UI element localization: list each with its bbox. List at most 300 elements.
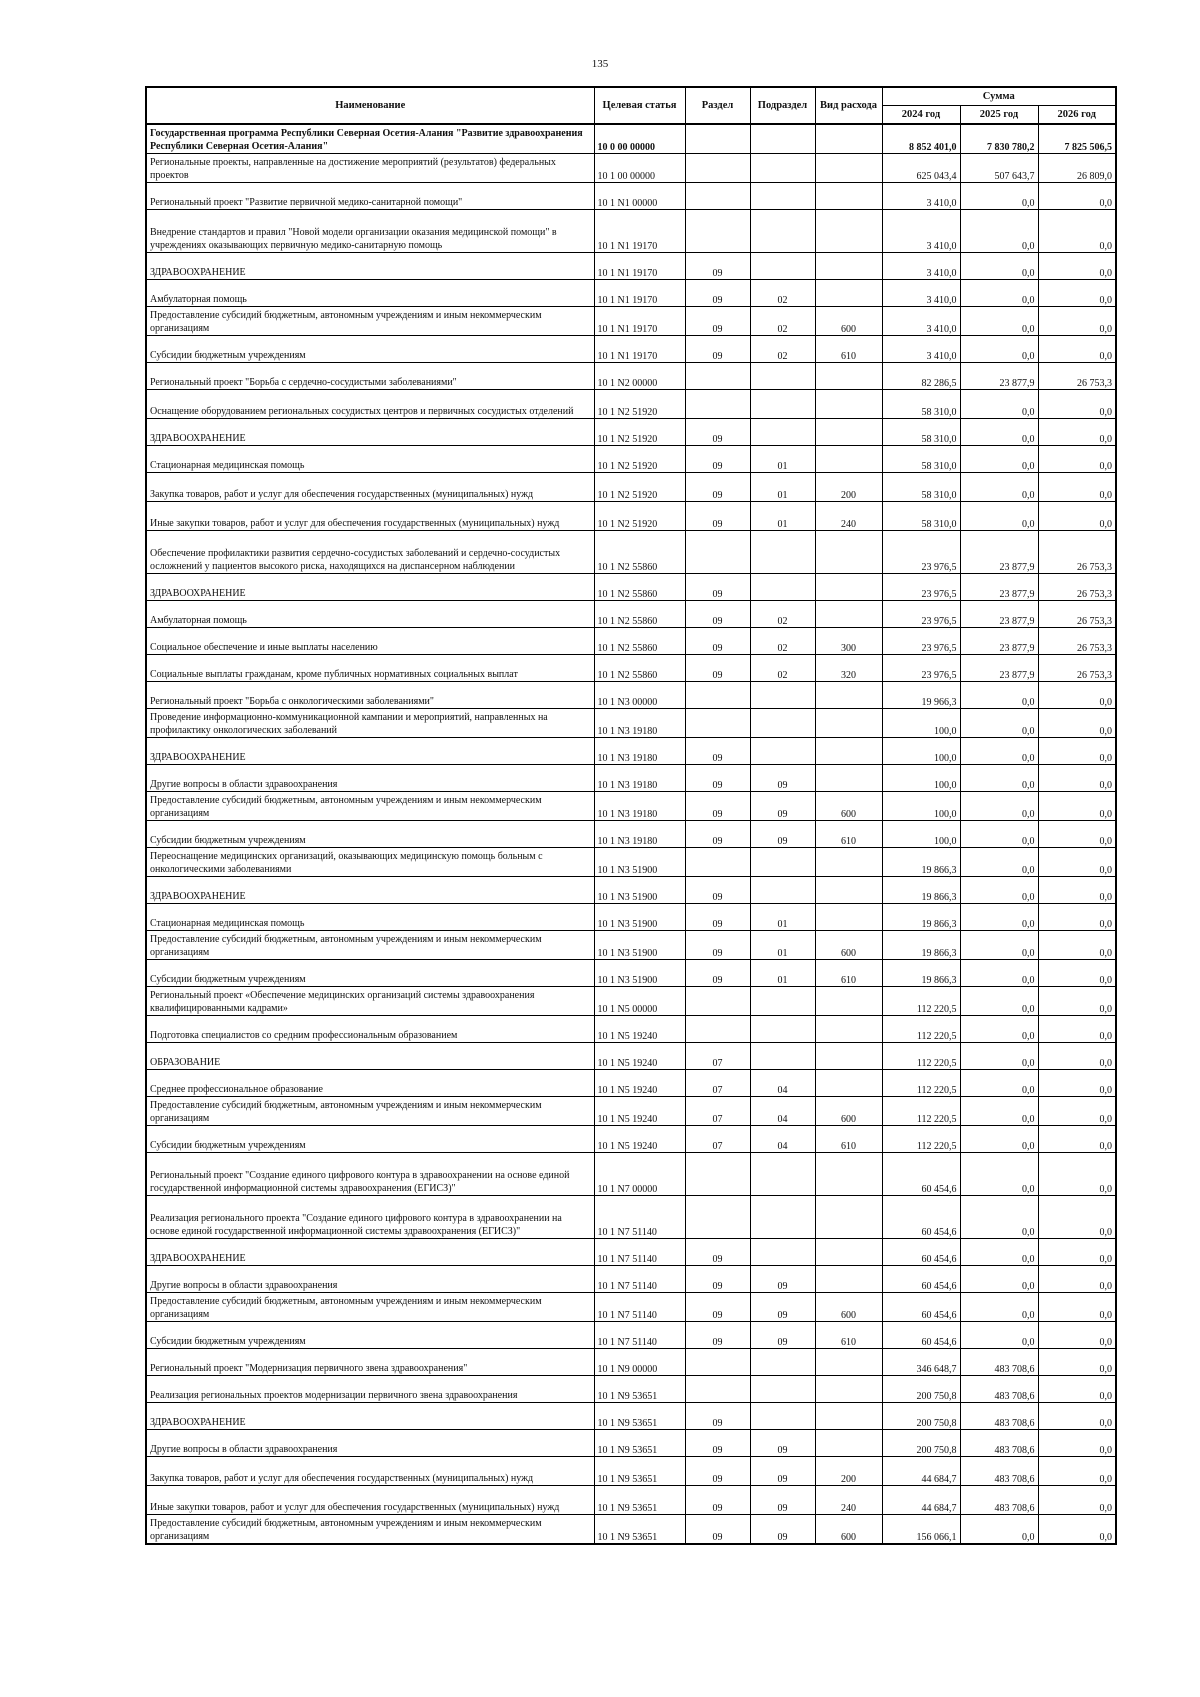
- row-sum-2025: 0,0: [960, 210, 1038, 253]
- row-sum-2024: 156 066,1: [882, 1515, 960, 1545]
- row-name: Переоснащение медицинских организаций, оказывающих медицинскую помощь больным с онкологическими заболеваниями: [146, 848, 594, 877]
- row-sum-2025: 0,0: [960, 848, 1038, 877]
- row-sum-2025: 23 877,9: [960, 601, 1038, 628]
- row-subsection: [750, 1349, 815, 1376]
- row-section: 07: [685, 1043, 750, 1070]
- row-section: 09: [685, 1430, 750, 1457]
- row-section: [685, 531, 750, 574]
- row-subsection: [750, 210, 815, 253]
- row-name: Региональный проект «Обеспечение медицинских организаций системы здравоохранения квалифицированными кадрами»: [146, 987, 594, 1016]
- table-row: [146, 821, 1116, 848]
- row-sum-2025: 0,0: [960, 1126, 1038, 1153]
- row-target-code: 10 1 N7 00000: [594, 1153, 685, 1196]
- row-expense-type: [815, 446, 882, 473]
- row-name: Субсидии бюджетным учреждениям: [146, 960, 594, 987]
- row-sum-2025: 483 708,6: [960, 1430, 1038, 1457]
- table-row: [146, 307, 1116, 336]
- row-sum-2024: 625 043,4: [882, 154, 960, 183]
- row-target-code: 10 1 N3 19180: [594, 821, 685, 848]
- row-sum-2026: 0,0: [1038, 931, 1116, 960]
- row-section: 07: [685, 1097, 750, 1126]
- row-sum-2026: 0,0: [1038, 253, 1116, 280]
- table-row: [146, 1043, 1116, 1070]
- row-target-code: 10 1 N2 55860: [594, 531, 685, 574]
- row-sum-2026: 0,0: [1038, 1016, 1116, 1043]
- row-sum-2025: 0,0: [960, 877, 1038, 904]
- row-sum-2026: 0,0: [1038, 502, 1116, 531]
- row-target-code: 10 1 00 00000: [594, 154, 685, 183]
- row-subsection: [750, 1153, 815, 1196]
- row-target-code: 10 1 N9 53651: [594, 1457, 685, 1486]
- row-section: 09: [685, 1403, 750, 1430]
- row-target-code: 10 1 N7 51140: [594, 1322, 685, 1349]
- row-name: Стационарная медицинская помощь: [146, 904, 594, 931]
- table-row: [146, 792, 1116, 821]
- row-subsection: 02: [750, 655, 815, 682]
- row-sum-2025: 0,0: [960, 280, 1038, 307]
- table-row: [146, 574, 1116, 601]
- row-subsection: 04: [750, 1126, 815, 1153]
- row-target-code: 10 1 N7 51140: [594, 1196, 685, 1239]
- row-section: 09: [685, 473, 750, 502]
- row-sum-2024: 100,0: [882, 792, 960, 821]
- table-row: [146, 931, 1116, 960]
- row-sum-2026: 0,0: [1038, 1153, 1116, 1196]
- row-section: [685, 1153, 750, 1196]
- row-target-code: 10 1 N3 19180: [594, 792, 685, 821]
- row-section: 09: [685, 502, 750, 531]
- row-name: Предоставление субсидий бюджетным, автономным учреждениям и иным некоммерческим организациям: [146, 792, 594, 821]
- row-target-code: 10 1 N1 00000: [594, 183, 685, 210]
- header-2026: 2026 год: [1038, 106, 1116, 125]
- table-row: [146, 738, 1116, 765]
- row-sum-2026: 0,0: [1038, 1322, 1116, 1349]
- row-section: [685, 1196, 750, 1239]
- row-expense-type: [815, 1349, 882, 1376]
- row-target-code: 10 1 N5 19240: [594, 1070, 685, 1097]
- row-section: [685, 987, 750, 1016]
- row-sum-2024: 8 852 401,0: [882, 124, 960, 154]
- row-subsection: [750, 574, 815, 601]
- row-expense-type: [815, 682, 882, 709]
- row-target-code: 10 1 N9 53651: [594, 1430, 685, 1457]
- table-row: [146, 960, 1116, 987]
- row-name: ЗДРАВООХРАНЕНИЕ: [146, 877, 594, 904]
- table-row: [146, 336, 1116, 363]
- row-expense-type: [815, 419, 882, 446]
- row-name: Закупка товаров, работ и услуг для обеспечения государственных (муниципальных) нужд: [146, 1457, 594, 1486]
- row-sum-2026: 0,0: [1038, 877, 1116, 904]
- row-name: Оснащение оборудованием региональных сосудистых центров и первичных сосудистых отделений: [146, 390, 594, 419]
- row-name: Другие вопросы в области здравоохранения: [146, 1266, 594, 1293]
- row-sum-2024: 44 684,7: [882, 1457, 960, 1486]
- table-row: [146, 183, 1116, 210]
- row-expense-type: [815, 1403, 882, 1430]
- row-name: Субсидии бюджетным учреждениям: [146, 1126, 594, 1153]
- row-sum-2026: 0,0: [1038, 792, 1116, 821]
- row-name: Региональный проект "Развитие первичной медико-санитарной помощи": [146, 183, 594, 210]
- row-subsection: 09: [750, 765, 815, 792]
- row-sum-2026: 0,0: [1038, 1266, 1116, 1293]
- row-sum-2026: 0,0: [1038, 307, 1116, 336]
- row-sum-2026: 0,0: [1038, 1403, 1116, 1430]
- table-row: [146, 1097, 1116, 1126]
- row-subsection: [750, 390, 815, 419]
- row-target-code: 10 1 N3 51900: [594, 960, 685, 987]
- row-target-code: 10 1 N1 19170: [594, 253, 685, 280]
- row-section: 07: [685, 1070, 750, 1097]
- row-sum-2025: 0,0: [960, 987, 1038, 1016]
- row-name: ЗДРАВООХРАНЕНИЕ: [146, 1239, 594, 1266]
- row-sum-2025: 0,0: [960, 307, 1038, 336]
- row-sum-2025: 0,0: [960, 960, 1038, 987]
- row-sum-2024: 23 976,5: [882, 531, 960, 574]
- row-sum-2026: 0,0: [1038, 1515, 1116, 1545]
- row-subsection: 01: [750, 904, 815, 931]
- row-section: [685, 210, 750, 253]
- row-target-code: 10 1 N2 51920: [594, 473, 685, 502]
- row-subsection: [750, 848, 815, 877]
- table-row: [146, 1153, 1116, 1196]
- row-section: [685, 154, 750, 183]
- row-sum-2025: 0,0: [960, 765, 1038, 792]
- row-sum-2026: 0,0: [1038, 1239, 1116, 1266]
- row-section: 09: [685, 877, 750, 904]
- table-row: [146, 1196, 1116, 1239]
- row-expense-type: [815, 280, 882, 307]
- table-row: [146, 473, 1116, 502]
- row-target-code: 10 1 N5 19240: [594, 1016, 685, 1043]
- row-name: Региональный проект "Борьба с сердечно-сосудистыми заболеваниями": [146, 363, 594, 390]
- row-expense-type: 600: [815, 1097, 882, 1126]
- header-2024: 2024 год: [882, 106, 960, 125]
- row-sum-2024: 60 454,6: [882, 1266, 960, 1293]
- row-sum-2026: 0,0: [1038, 390, 1116, 419]
- row-target-code: 10 1 N5 19240: [594, 1126, 685, 1153]
- row-name: Предоставление субсидий бюджетным, автономным учреждениям и иным некоммерческим организациям: [146, 1097, 594, 1126]
- row-expense-type: 610: [815, 1322, 882, 1349]
- row-name: Государственная программа Республики Северная Осетия-Алания "Развитие здравоохранения Республики Северная Осетия-Алания": [146, 124, 594, 154]
- budget-table: [145, 86, 1117, 1545]
- row-subsection: [750, 124, 815, 154]
- row-expense-type: [815, 1196, 882, 1239]
- row-sum-2024: 23 976,5: [882, 574, 960, 601]
- row-section: 09: [685, 628, 750, 655]
- row-sum-2026: 26 753,3: [1038, 655, 1116, 682]
- table-row: [146, 446, 1116, 473]
- row-target-code: 10 1 N2 00000: [594, 363, 685, 390]
- row-sum-2024: 19 866,3: [882, 931, 960, 960]
- row-sum-2025: 0,0: [960, 792, 1038, 821]
- row-sum-2025: 7 830 780,2: [960, 124, 1038, 154]
- table-row: [146, 628, 1116, 655]
- row-expense-type: 300: [815, 628, 882, 655]
- row-target-code: 10 1 N5 19240: [594, 1043, 685, 1070]
- row-sum-2026: 0,0: [1038, 1097, 1116, 1126]
- row-subsection: [750, 531, 815, 574]
- row-subsection: 02: [750, 280, 815, 307]
- row-sum-2026: 0,0: [1038, 821, 1116, 848]
- row-subsection: 09: [750, 1266, 815, 1293]
- row-name: Субсидии бюджетным учреждениям: [146, 821, 594, 848]
- header-2025: 2025 год: [960, 106, 1038, 125]
- row-sum-2024: 3 410,0: [882, 307, 960, 336]
- row-subsection: [750, 877, 815, 904]
- table-row: [146, 363, 1116, 390]
- row-expense-type: [815, 904, 882, 931]
- table-row: [146, 1126, 1116, 1153]
- row-sum-2024: 200 750,8: [882, 1430, 960, 1457]
- row-sum-2025: 0,0: [960, 1070, 1038, 1097]
- row-section: 09: [685, 1293, 750, 1322]
- row-sum-2025: 0,0: [960, 821, 1038, 848]
- row-sum-2024: 100,0: [882, 821, 960, 848]
- row-section: 09: [685, 307, 750, 336]
- row-target-code: 10 1 N2 55860: [594, 601, 685, 628]
- row-sum-2025: 0,0: [960, 502, 1038, 531]
- row-sum-2026: 0,0: [1038, 1430, 1116, 1457]
- row-subsection: 02: [750, 628, 815, 655]
- row-sum-2024: 3 410,0: [882, 210, 960, 253]
- row-sum-2025: 0,0: [960, 1196, 1038, 1239]
- row-sum-2025: 0,0: [960, 1153, 1038, 1196]
- table-header: [146, 87, 1116, 124]
- table-row: [146, 390, 1116, 419]
- row-expense-type: [815, 1376, 882, 1403]
- row-sum-2024: 112 220,5: [882, 1016, 960, 1043]
- row-section: 09: [685, 280, 750, 307]
- row-name: Иные закупки товаров, работ и услуг для обеспечения государственных (муниципальных) нужд: [146, 1486, 594, 1515]
- row-section: [685, 1349, 750, 1376]
- row-expense-type: [815, 848, 882, 877]
- table-row: [146, 848, 1116, 877]
- row-expense-type: [815, 574, 882, 601]
- row-sum-2024: 3 410,0: [882, 280, 960, 307]
- row-subsection: [750, 738, 815, 765]
- row-subsection: 04: [750, 1070, 815, 1097]
- row-expense-type: [815, 1070, 882, 1097]
- row-subsection: 02: [750, 336, 815, 363]
- table-row: [146, 1293, 1116, 1322]
- table-row: [146, 1266, 1116, 1293]
- row-sum-2026: 0,0: [1038, 1126, 1116, 1153]
- row-name: Социальные выплаты гражданам, кроме публичных нормативных социальных выплат: [146, 655, 594, 682]
- row-expense-type: [815, 210, 882, 253]
- row-name: Среднее профессиональное образование: [146, 1070, 594, 1097]
- table-row: [146, 601, 1116, 628]
- row-section: [685, 124, 750, 154]
- row-target-code: 10 1 N1 19170: [594, 336, 685, 363]
- row-sum-2024: 3 410,0: [882, 183, 960, 210]
- row-sum-2025: 0,0: [960, 904, 1038, 931]
- row-sum-2026: 0,0: [1038, 210, 1116, 253]
- row-expense-type: [815, 877, 882, 904]
- header-target: Целевая статья: [594, 87, 685, 124]
- row-sum-2024: 100,0: [882, 738, 960, 765]
- row-sum-2026: 26 753,3: [1038, 574, 1116, 601]
- row-expense-type: [815, 1153, 882, 1196]
- row-sum-2024: 200 750,8: [882, 1403, 960, 1430]
- row-subsection: 01: [750, 960, 815, 987]
- row-sum-2026: 0,0: [1038, 1196, 1116, 1239]
- table-row: [146, 987, 1116, 1016]
- row-section: 09: [685, 792, 750, 821]
- row-sum-2026: 26 753,3: [1038, 628, 1116, 655]
- row-expense-type: 240: [815, 1486, 882, 1515]
- row-target-code: 10 1 N1 19170: [594, 210, 685, 253]
- row-sum-2025: 0,0: [960, 1515, 1038, 1545]
- row-sum-2024: 23 976,5: [882, 628, 960, 655]
- row-subsection: [750, 987, 815, 1016]
- row-section: [685, 183, 750, 210]
- row-sum-2024: 19 866,3: [882, 904, 960, 931]
- row-sum-2024: 60 454,6: [882, 1196, 960, 1239]
- row-name: Субсидии бюджетным учреждениям: [146, 1322, 594, 1349]
- row-expense-type: 600: [815, 792, 882, 821]
- row-expense-type: [815, 154, 882, 183]
- table-row: [146, 502, 1116, 531]
- row-sum-2024: 112 220,5: [882, 1097, 960, 1126]
- row-sum-2025: 483 708,6: [960, 1457, 1038, 1486]
- row-section: 09: [685, 1239, 750, 1266]
- row-sum-2026: 0,0: [1038, 960, 1116, 987]
- row-name: Подготовка специалистов со средним профессиональным образованием: [146, 1016, 594, 1043]
- row-name: Закупка товаров, работ и услуг для обеспечения государственных (муниципальных) нужд: [146, 473, 594, 502]
- row-target-code: 10 1 N3 19180: [594, 709, 685, 738]
- row-sum-2026: 0,0: [1038, 848, 1116, 877]
- row-sum-2024: 58 310,0: [882, 502, 960, 531]
- row-expense-type: [815, 765, 882, 792]
- row-sum-2026: 0,0: [1038, 183, 1116, 210]
- row-sum-2024: 112 220,5: [882, 987, 960, 1016]
- row-target-code: 10 1 N9 53651: [594, 1376, 685, 1403]
- row-sum-2024: 19 966,3: [882, 682, 960, 709]
- row-expense-type: [815, 601, 882, 628]
- table-row: [146, 682, 1116, 709]
- row-expense-type: [815, 1016, 882, 1043]
- row-target-code: 10 1 N7 51140: [594, 1266, 685, 1293]
- row-sum-2026: 0,0: [1038, 1486, 1116, 1515]
- row-sum-2026: 0,0: [1038, 904, 1116, 931]
- row-name: Предоставление субсидий бюджетным, автономным учреждениям и иным некоммерческим организациям: [146, 1293, 594, 1322]
- row-sum-2024: 112 220,5: [882, 1070, 960, 1097]
- row-expense-type: [815, 1430, 882, 1457]
- row-sum-2024: 60 454,6: [882, 1322, 960, 1349]
- row-section: 09: [685, 904, 750, 931]
- row-sum-2025: 0,0: [960, 419, 1038, 446]
- row-target-code: 10 1 N3 51900: [594, 877, 685, 904]
- row-expense-type: [815, 1239, 882, 1266]
- row-name: Социальное обеспечение и иные выплаты населению: [146, 628, 594, 655]
- row-section: [685, 682, 750, 709]
- header-name: Наименование: [146, 87, 594, 124]
- row-sum-2025: 0,0: [960, 1322, 1038, 1349]
- row-name: Другие вопросы в области здравоохранения: [146, 765, 594, 792]
- row-name: Субсидии бюджетным учреждениям: [146, 336, 594, 363]
- row-subsection: 01: [750, 473, 815, 502]
- row-sum-2024: 19 866,3: [882, 877, 960, 904]
- row-sum-2025: 23 877,9: [960, 531, 1038, 574]
- row-sum-2026: 0,0: [1038, 987, 1116, 1016]
- row-section: 09: [685, 574, 750, 601]
- row-section: 09: [685, 1515, 750, 1545]
- row-subsection: 01: [750, 446, 815, 473]
- row-sum-2025: 0,0: [960, 336, 1038, 363]
- row-name: Реализация регионального проекта "Создание единого цифрового контура в здравоохранении на основе единой государственной информационной системы здравоохранения (ЕГИСЗ)": [146, 1196, 594, 1239]
- row-name: ЗДРАВООХРАНЕНИЕ: [146, 574, 594, 601]
- row-target-code: 10 1 N3 00000: [594, 682, 685, 709]
- row-sum-2025: 0,0: [960, 1097, 1038, 1126]
- table-row: [146, 210, 1116, 253]
- table-row: [146, 655, 1116, 682]
- row-name: Региональный проект "Модернизация первичного звена здравоохранения": [146, 1349, 594, 1376]
- row-name: Другие вопросы в области здравоохранения: [146, 1430, 594, 1457]
- row-section: 09: [685, 1266, 750, 1293]
- row-sum-2024: 58 310,0: [882, 419, 960, 446]
- row-subsection: 09: [750, 1486, 815, 1515]
- row-subsection: 01: [750, 931, 815, 960]
- row-sum-2026: 0,0: [1038, 765, 1116, 792]
- table-row: [146, 1515, 1116, 1545]
- row-sum-2026: 0,0: [1038, 1293, 1116, 1322]
- row-section: 09: [685, 821, 750, 848]
- row-name: Амбулаторная помощь: [146, 601, 594, 628]
- row-subsection: 09: [750, 1293, 815, 1322]
- row-sum-2025: 0,0: [960, 446, 1038, 473]
- row-sum-2024: 82 286,5: [882, 363, 960, 390]
- row-expense-type: 610: [815, 821, 882, 848]
- row-sum-2025: 0,0: [960, 1266, 1038, 1293]
- table-row: [146, 709, 1116, 738]
- row-expense-type: 600: [815, 307, 882, 336]
- row-sum-2024: 23 976,5: [882, 601, 960, 628]
- row-expense-type: [815, 1043, 882, 1070]
- row-sum-2024: 19 866,3: [882, 848, 960, 877]
- row-section: 09: [685, 253, 750, 280]
- row-subsection: [750, 419, 815, 446]
- row-name: Иные закупки товаров, работ и услуг для обеспечения государственных (муниципальных) нужд: [146, 502, 594, 531]
- row-section: [685, 1016, 750, 1043]
- table-row: [146, 280, 1116, 307]
- row-target-code: 10 1 N3 51900: [594, 848, 685, 877]
- row-sum-2026: 0,0: [1038, 336, 1116, 363]
- table-row: [146, 1430, 1116, 1457]
- row-subsection: [750, 682, 815, 709]
- row-sum-2026: 0,0: [1038, 1070, 1116, 1097]
- row-subsection: 09: [750, 1430, 815, 1457]
- row-section: 09: [685, 419, 750, 446]
- row-target-code: 10 1 N9 53651: [594, 1403, 685, 1430]
- row-sum-2025: 0,0: [960, 1043, 1038, 1070]
- row-section: [685, 1376, 750, 1403]
- row-target-code: 10 1 N9 53651: [594, 1486, 685, 1515]
- row-sum-2024: 58 310,0: [882, 446, 960, 473]
- row-sum-2026: 0,0: [1038, 1043, 1116, 1070]
- row-sum-2024: 112 220,5: [882, 1126, 960, 1153]
- row-section: 09: [685, 655, 750, 682]
- row-sum-2025: 483 708,6: [960, 1349, 1038, 1376]
- row-name: Стационарная медицинская помощь: [146, 446, 594, 473]
- row-name: Внедрение стандартов и правил "Новой модели организации оказания медицинской помощи" в учреждениях оказывающих первичную медико-санитарную помощь: [146, 210, 594, 253]
- row-subsection: [750, 253, 815, 280]
- table-row: [146, 124, 1116, 154]
- row-sum-2025: 0,0: [960, 1293, 1038, 1322]
- row-expense-type: 200: [815, 473, 882, 502]
- row-sum-2025: 0,0: [960, 682, 1038, 709]
- row-expense-type: [815, 709, 882, 738]
- table-row: [146, 877, 1116, 904]
- row-target-code: 10 1 N3 51900: [594, 931, 685, 960]
